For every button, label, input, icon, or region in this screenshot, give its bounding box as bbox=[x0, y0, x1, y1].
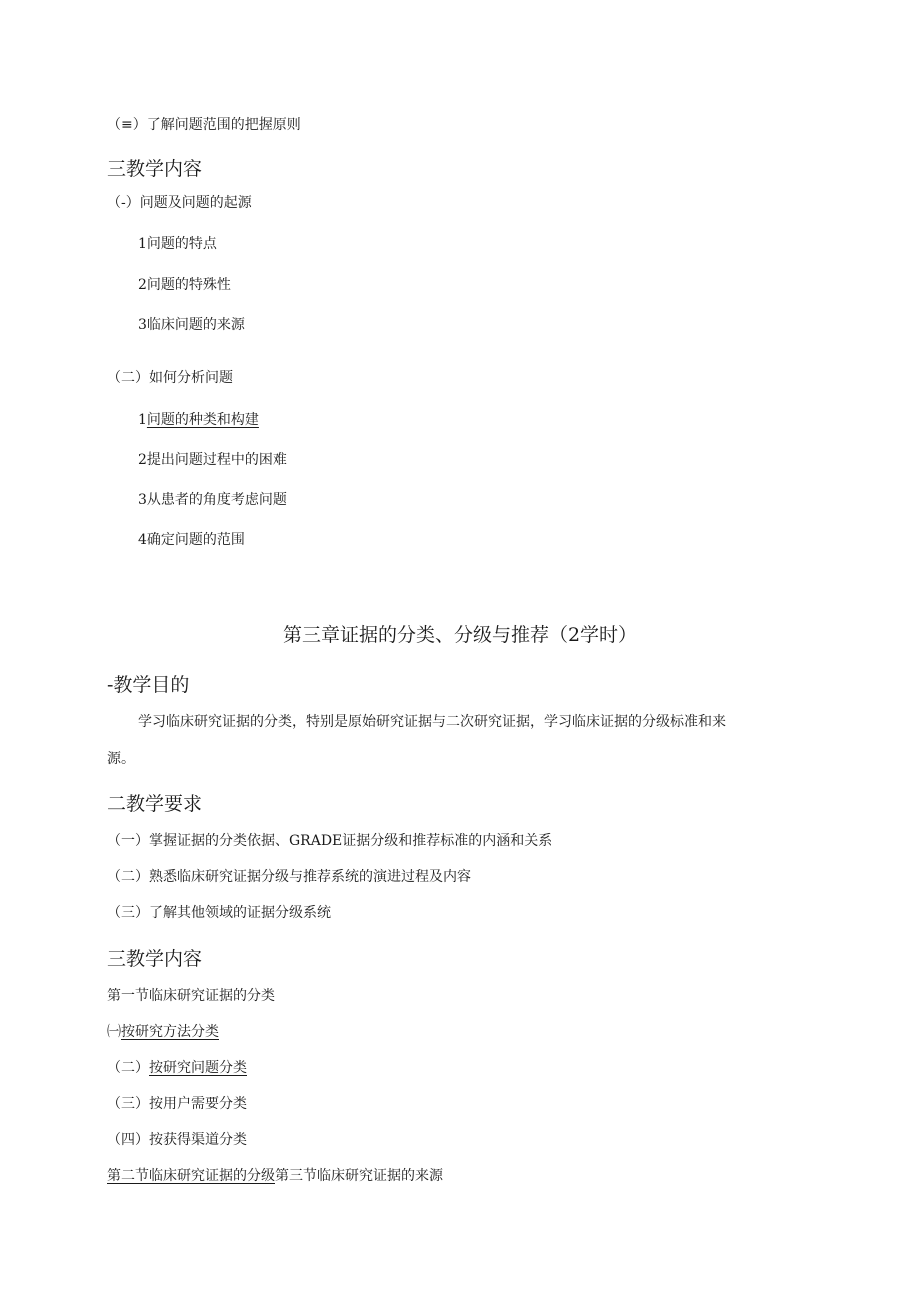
classification-item bbox=[107, 1025, 219, 1039]
section-titles-line bbox=[107, 1169, 443, 1183]
section-title: 第三节临床研究证据的来源 bbox=[275, 1168, 443, 1184]
list-item: 3临床问题的来源 bbox=[138, 317, 245, 333]
objective-item-3: （≡）了解问题范围的把握原则 bbox=[107, 117, 301, 133]
classification-item: （四）按获得渠道分类 bbox=[107, 1132, 247, 1148]
subsection-title: （二）如何分析问题 bbox=[107, 370, 233, 386]
classification-prefix: ㈠ bbox=[107, 1024, 121, 1040]
list-item-number: 1 bbox=[138, 412, 147, 428]
list-item: 2问题的特殊性 bbox=[138, 277, 231, 293]
chapter-title: 第三章证据的分类、分级与推荐（2学时） bbox=[282, 624, 638, 646]
underlined-text: 按研究问题分类 bbox=[149, 1060, 247, 1076]
requirement-item: （二）熟悉临床研究证据分级与推荐系统的演进过程及内容 bbox=[107, 869, 471, 885]
paragraph-line: 源。 bbox=[107, 751, 135, 767]
section-title: 第二节临床研究证据的分级 bbox=[107, 1168, 275, 1184]
underlined-text: 问题的种类和构建 bbox=[146, 412, 259, 428]
paragraph-line: 学习临床研究证据的分类，特别是原始研究证据与二次研究证据，学习临床证据的分级标准和来 bbox=[138, 714, 726, 730]
list-item: 3从患者的角度考虑问题 bbox=[138, 492, 287, 508]
classification-item bbox=[107, 1061, 247, 1075]
list-item: 1问题的特点 bbox=[138, 236, 217, 252]
purpose-heading: -教学目的 bbox=[107, 674, 190, 696]
content-heading: 三教学内容 bbox=[107, 158, 203, 180]
classification-prefix: （二） bbox=[107, 1060, 149, 1076]
classification-item: （三）按用户需要分类 bbox=[107, 1096, 247, 1112]
subsection-title: （-）问题及问题的起源 bbox=[107, 195, 252, 211]
requirement-item: （三）了解其他领域的证据分级系统 bbox=[107, 905, 331, 921]
requirement-item: （一）掌握证据的分类依据、GRADE证据分级和推荐标准的内涵和关系 bbox=[107, 833, 553, 849]
list-item bbox=[138, 413, 259, 427]
underlined-text: 按研究方法分类 bbox=[121, 1024, 219, 1040]
list-item: 4确定问题的范围 bbox=[138, 532, 245, 548]
requirements-heading: 二教学要求 bbox=[107, 793, 203, 815]
list-item: 2提出问题过程中的困难 bbox=[138, 452, 287, 468]
content-heading: 三教学内容 bbox=[107, 948, 203, 970]
section-title: 第一节临床研究证据的分类 bbox=[107, 988, 275, 1004]
